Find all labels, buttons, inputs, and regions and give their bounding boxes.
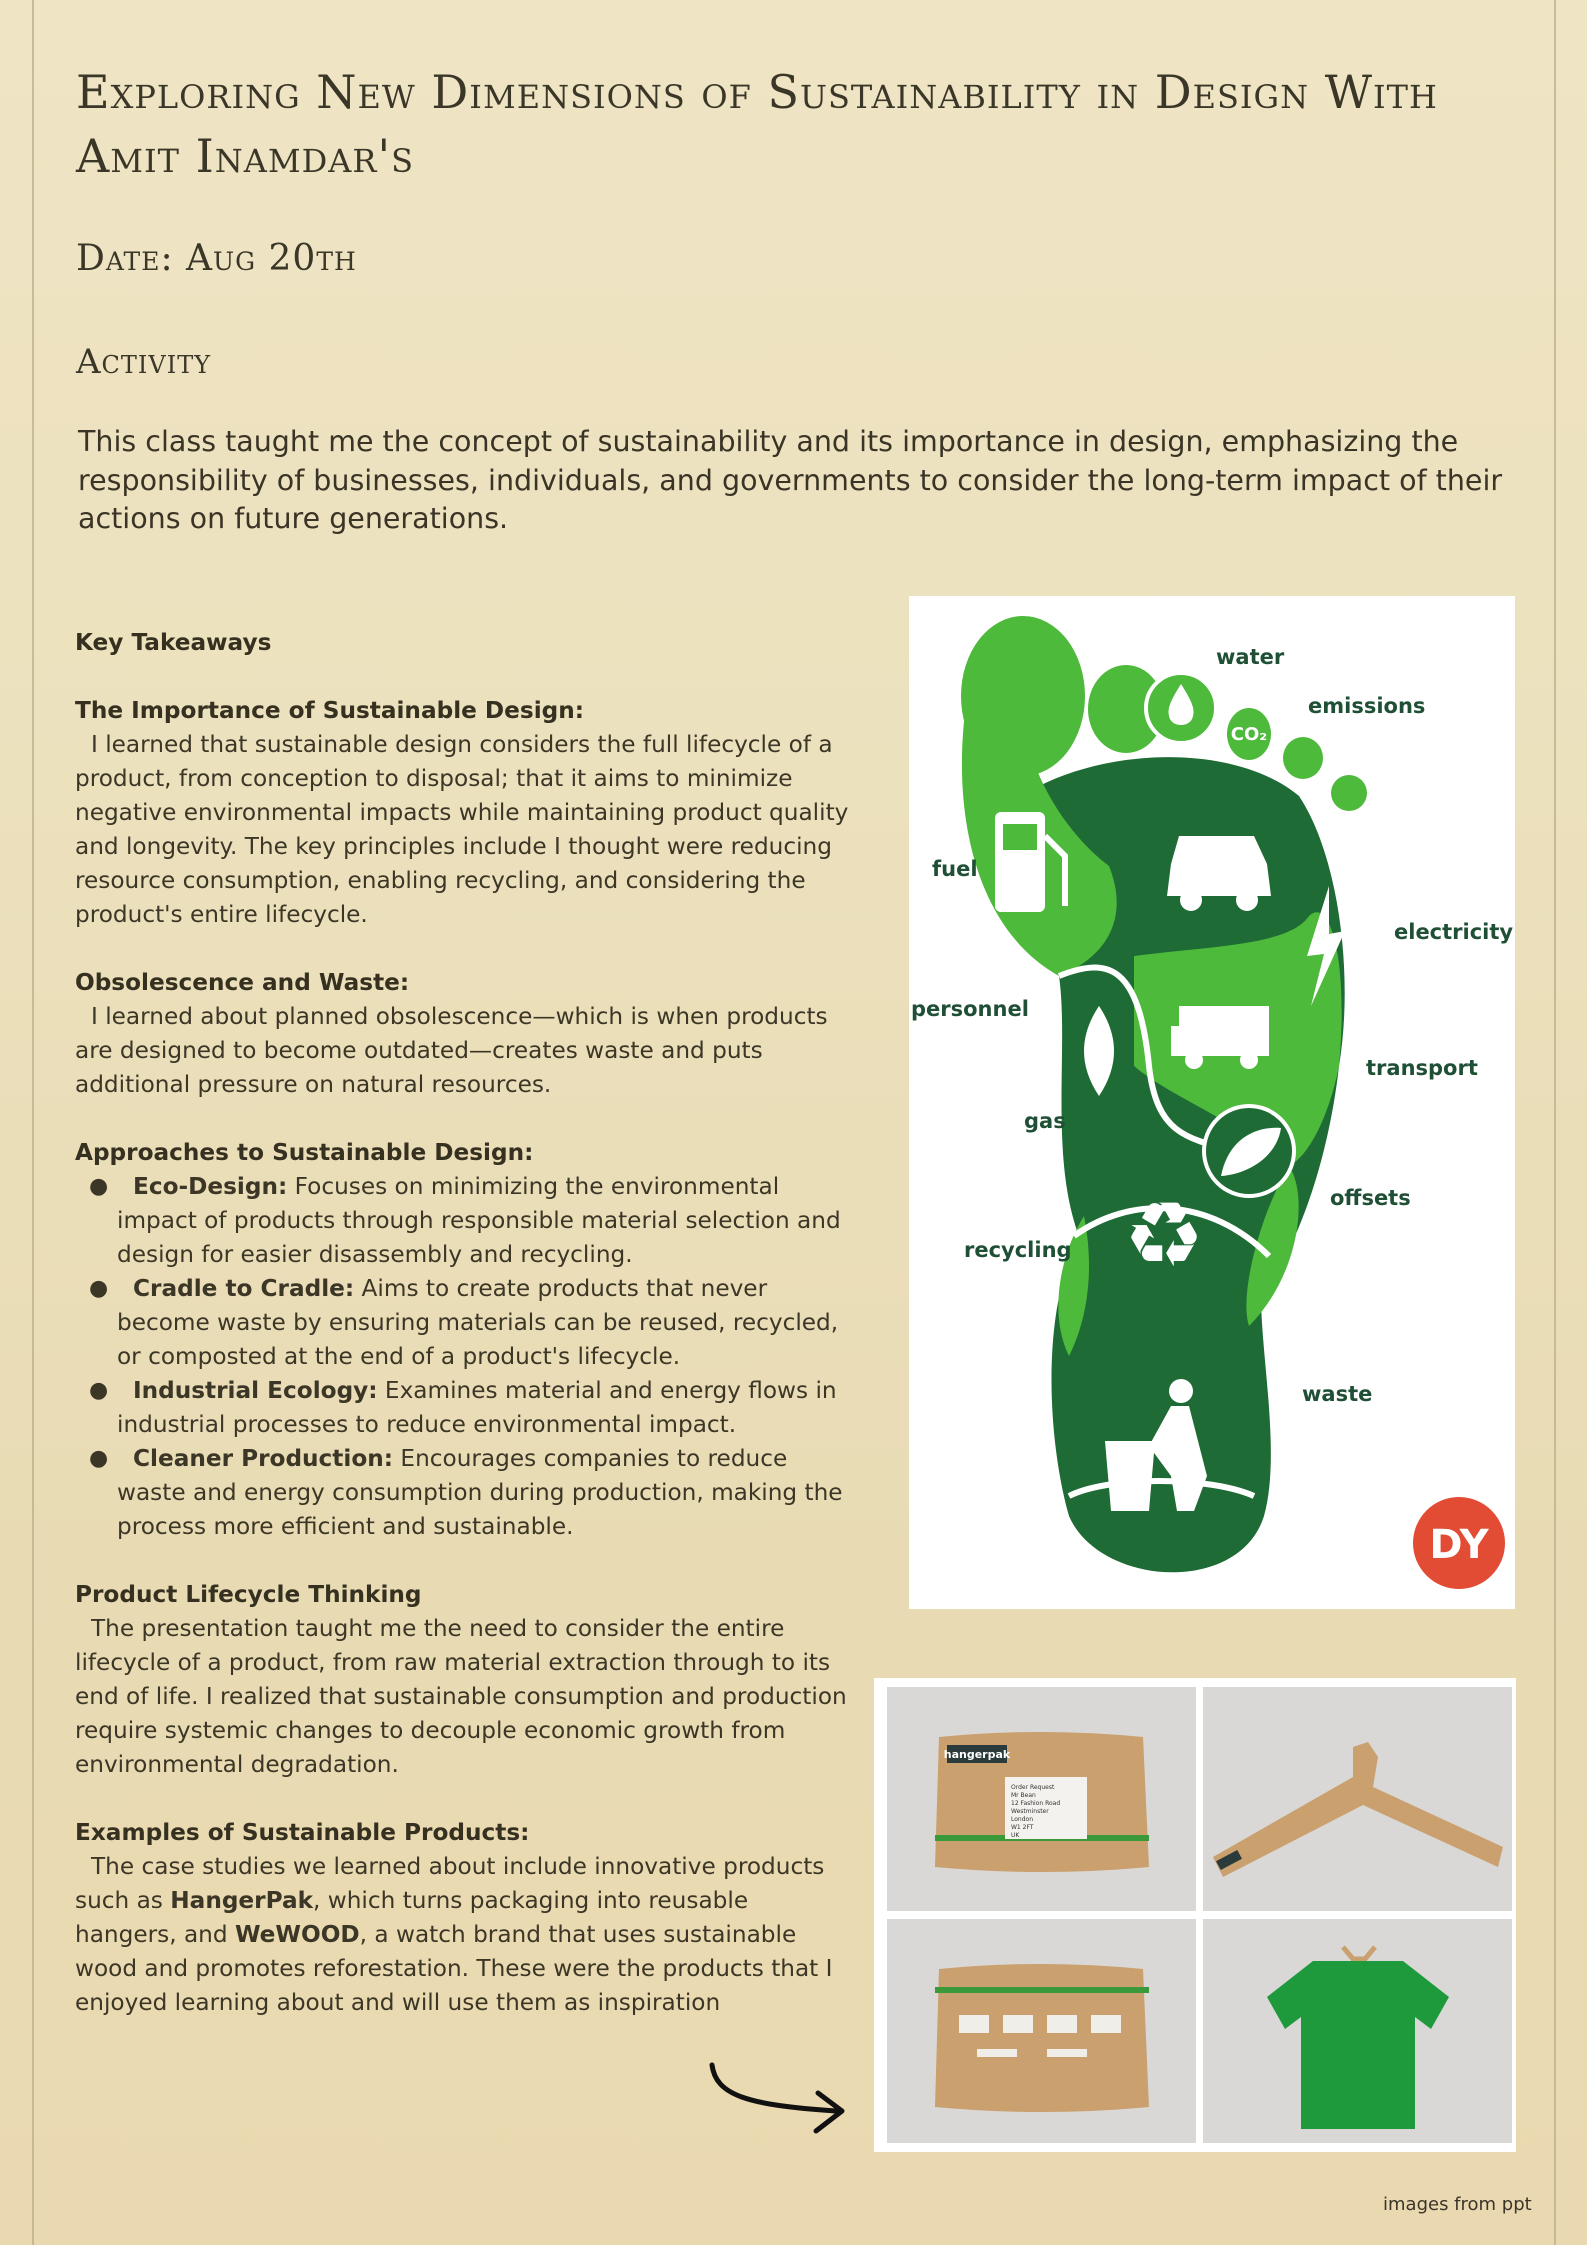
label-emissions: emissions	[1308, 694, 1426, 718]
arrow-shaft	[712, 2065, 836, 2111]
dy-logo-text: DY	[1429, 1522, 1489, 1568]
section-body-importance: I learned that sustainable design considers the full lifecycle of a product, from conception to disposal; that it aims to minimize negative environmental impacts while maintaining product quality and longevity. The key principles include I thought were reducing resource consumption, enabling recycling, and considering the product's entire lifecycle.	[75, 731, 849, 928]
section-heading-approaches: Approaches to Sustainable Design:	[75, 1139, 534, 1166]
fuel-pump-window	[1003, 824, 1037, 850]
car-wheel	[1180, 889, 1202, 911]
activity-heading: Activity	[76, 342, 212, 382]
list-item: ● Cleaner Production: Encourages companies to reduce waste and energy consumption during production, making the process more efficient and sustainable.	[75, 1442, 855, 1544]
recycling-icon: ♻	[1123, 1183, 1205, 1288]
instruction-icon	[977, 2049, 1017, 2057]
toe-5	[1331, 775, 1367, 811]
cardboard-hanger-photo	[1203, 1687, 1512, 1911]
label-water: water	[1216, 645, 1285, 669]
left-frame-line	[32, 0, 34, 2245]
section-heading-obsolescence: Obsolescence and Waste:	[75, 969, 410, 996]
label-line: London	[1011, 1816, 1033, 1823]
image-credit: images from ppt	[1383, 2194, 1532, 2215]
hanger-shape	[1213, 1742, 1503, 1877]
package-illustration	[887, 1687, 1196, 1911]
footprint-graphic	[909, 596, 1515, 1609]
instruction-icon	[1047, 2049, 1087, 2057]
approaches-list	[75, 1170, 855, 1544]
person-head	[1169, 1379, 1193, 1403]
package-back-illustration	[887, 1919, 1196, 2143]
label-gas: gas	[1024, 1109, 1066, 1133]
hangerpak-back-photo	[887, 1919, 1196, 2143]
label-offsets: offsets	[1330, 1186, 1411, 1210]
truck-wheel	[1185, 1051, 1203, 1069]
truck-wheel	[1240, 1051, 1258, 1069]
truck-cab	[1171, 1026, 1189, 1056]
page-title: Exploring New Dimensions of Sustainability in Design With Amit Inamdar's	[76, 65, 1438, 183]
instruction-icon	[1047, 2015, 1077, 2033]
intro-paragraph: This class taught me the concept of sustainability and its importance in design, emphasizing the responsibility of businesses, individuals, and governments to consider the long-term impact of their actions on future generations.	[78, 425, 1503, 535]
car-icon	[1167, 836, 1271, 896]
truck-icon	[1179, 1006, 1269, 1056]
label-line: W1 2FT	[1011, 1824, 1034, 1831]
instruction-icon	[1003, 2015, 1033, 2033]
label-line: UK	[1011, 1832, 1020, 1839]
green-stripe	[935, 1987, 1149, 1993]
hangerpak-package-photo	[887, 1687, 1196, 1911]
key-takeaways-heading: Key Takeaways	[75, 629, 272, 656]
section-body-lifecycle: The presentation taught me the need to consider the entire lifecycle of a product, from raw material extraction through to its end of life. I realized that sustainable consumption and production require systemic changes to decouple economic growth from environmental degradation.	[75, 1615, 847, 1778]
section-heading-lifecycle: Product Lifecycle Thinking	[75, 1581, 422, 1608]
bullet-dot: ●	[89, 1378, 109, 1403]
car-wheel	[1236, 889, 1258, 911]
right-frame-line	[1554, 0, 1556, 2245]
section-body-obsolescence: I learned about planned obsolescence—which is when products are designed to become outdated—creates waste and puts additional pressure on natural resources.	[75, 1003, 828, 1098]
product-photo-grid	[874, 1678, 1516, 2152]
tshirt-illustration	[1203, 1919, 1512, 2143]
label-transport: transport	[1366, 1056, 1478, 1080]
toe-4	[1283, 737, 1323, 779]
label-personnel: personnel	[911, 997, 1029, 1021]
section-body-examples: The case studies we learned about include innovative products such as HangerPak, which turns packaging into reusable hangers, and WeWOOD, a watch brand that uses sustainable wood and promotes reforestation. These were the products that I enjoyed learning about and will use them as inspiration	[75, 1853, 833, 2016]
section-heading-examples: Examples of Sustainable Products:	[75, 1819, 530, 1846]
list-item: ● Eco-Design: Focuses on minimizing the environmental impact of products through responsible material selection and design for easier disassembly and recycling.	[75, 1170, 855, 1272]
hanger-hook	[1343, 1947, 1375, 1959]
brand-tag-text: hangerpak	[943, 1748, 1011, 1761]
section-heading-importance: The Importance of Sustainable Design:	[75, 697, 585, 724]
hanger-illustration	[1203, 1687, 1512, 1911]
label-line: Westminster	[1011, 1808, 1049, 1815]
bullet-dot: ●	[89, 1446, 109, 1471]
label-recycling: recycling	[964, 1238, 1072, 1262]
label-electricity: electricity	[1394, 920, 1514, 944]
bullet-dot: ●	[89, 1174, 109, 1199]
label-fuel: fuel	[932, 857, 978, 881]
label-line: Mr Bean	[1011, 1792, 1036, 1799]
tshirt-shape	[1267, 1961, 1449, 2129]
label-waste: waste	[1302, 1382, 1373, 1406]
co2-text: CO₂	[1230, 724, 1268, 745]
label-line: 12 Fashion Road	[1011, 1800, 1061, 1807]
green-tshirt-photo	[1203, 1919, 1512, 2143]
takeaways-column	[75, 626, 855, 2020]
label-line: Order Request	[1011, 1784, 1055, 1791]
instruction-icon	[959, 2015, 989, 2033]
list-item: ● Industrial Ecology: Examines material and energy flows in industrial processes to reduce environmental impact.	[75, 1374, 855, 1442]
carbon-footprint-infographic	[909, 596, 1515, 1609]
trash-bin-icon	[1105, 1441, 1155, 1511]
instruction-icon	[1091, 2015, 1121, 2033]
cardboard-box-back	[935, 1964, 1149, 2112]
date-heading: Date: Aug 20th	[76, 238, 357, 279]
curved-arrow-icon	[706, 2055, 854, 2145]
bullet-dot: ●	[89, 1276, 109, 1301]
list-item: ● Cradle to Cradle: Aims to create products that never become waste by ensuring materials can be reused, recycled, or composted at the end of a product's lifecycle.	[75, 1272, 855, 1374]
